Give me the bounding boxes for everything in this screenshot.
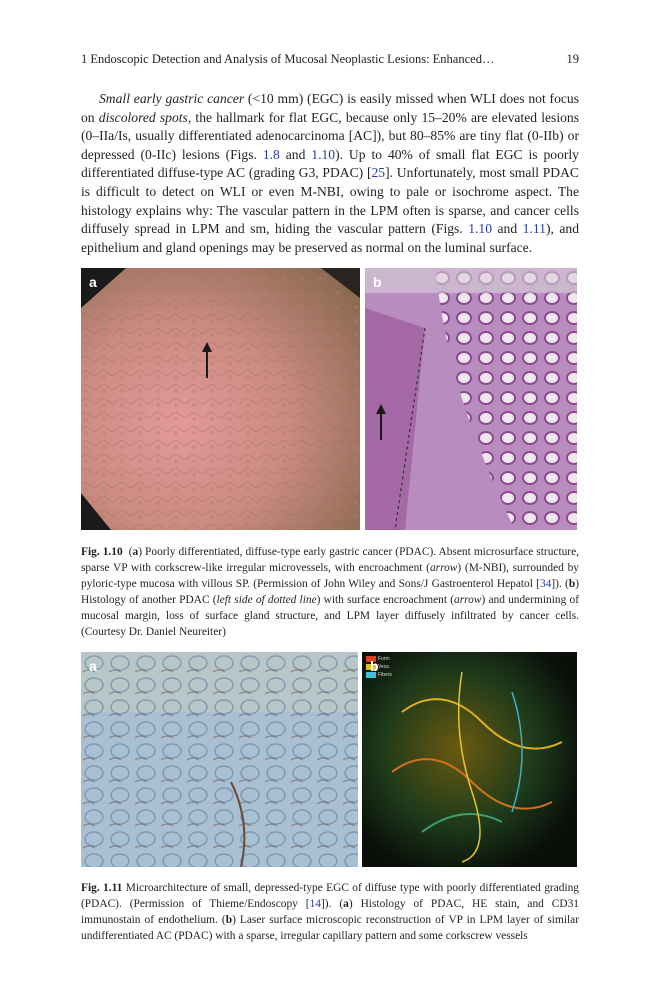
citation-link-14[interactable]: 14 <box>309 898 321 910</box>
fig-link-1-8[interactable]: 1.8 <box>262 146 280 162</box>
immunostain-image <box>81 652 358 867</box>
panel-label-b: b <box>370 658 379 674</box>
fig-1-10-caption: Fig. 1.10 (a) Poorly differentiated, diffuse-type early gastric cancer (PDAC). Absent microsurface structure, sparse VP with corkscrew-like irregular microvessels, with encroachment (arrow) (M-NBI), surrounded by pyloric-type mucosa with villous SP. (Permission of John Wiley and Sons/J Gastroenterol Hepatol [34]). (b) Histology of another PDAC (left side of dotted line) with surface encroachment (arrow) and undermining of mucosal margin, loss of surface gland structure, and LPM layer diffusely infiltrated by cancer cells. (Courtesy Dr. Daniel Neureiter) <box>81 546 579 638</box>
citation-link-25[interactable]: 25 <box>371 165 386 181</box>
color-legend: Form Vess. Fibers <box>378 656 392 678</box>
fig-label: Fig. 1.11 <box>81 882 123 894</box>
page-number: 19 <box>566 52 579 66</box>
panel-label-a: a <box>89 274 97 290</box>
fig-1-11-panel-b <box>362 652 577 867</box>
fig-link-1-10-b[interactable]: 1.10 <box>468 221 493 237</box>
lead-phrase: Small early gastric cancer <box>99 91 245 106</box>
histology-image <box>365 268 577 530</box>
panel-label-a: a <box>89 658 97 674</box>
laser-microscopy-image <box>362 652 577 867</box>
fig-1-11-caption: Fig. 1.11 Microarchitecture of small, depressed-type EGC of diffuse type with poorly differentiated grading (PDAC). (Permission of Thieme/Endoscopy [14]). (a) Histology of PDAC, HE stain, and CD31 immunostain of endothelium. (b) Laser surface microscopic reconstruction of VP in LPM layer of similar undifferentiated AC (PDAC) with a sparse, irregular capillary pattern and some corkscrew vessels <box>81 882 580 942</box>
fig-label: Fig. 1.10 <box>81 546 123 558</box>
citation-link-34[interactable]: 34 <box>539 578 552 590</box>
fig-1-10-panel-a <box>81 268 360 530</box>
fig-link-1-11[interactable]: 1.11 <box>522 221 546 237</box>
chapter-title: 1 Endoscopic Detection and Analysis of Mucosal Neoplastic Lesions: Enhanced… <box>81 52 495 66</box>
fig-link-1-10[interactable]: 1.10 <box>311 146 336 162</box>
endoscopy-image <box>81 268 360 530</box>
body-paragraph: Small early gastric cancer (<10 mm) (EGC) is easily missed when WLI does not focus on discolored spots, the hallmark for flat EGC, because only 15–20% are elevated lesions (0–IIa/Is, usually differentiated adenocarcinoma [AC]), but 80–85% are tiny flat (0-IIb) or depressed (0-IIc) lesions (Figs. 1.8 and 1.10). Up to 40% of small flat EGC is poorly differentiated diffuse-type AC (grading G3, PDAC) [25]. Unfortunately, most small PDAC is difficult to detect on WLI or even M-NBI, owing to pale or isochrome aspect. The histology explains why: The vascular pattern in the LPM often is sparse, and cancer cells diffusely spread in LPM and sm, hiding the vascular pattern (Figs. 1.10 and 1.11), and epithelium and gland openings may be preserved as normal on the luminal surface. <box>81 91 580 255</box>
fig-1-11-panel-a <box>81 652 358 867</box>
fig-1-10-panel-b <box>365 268 577 530</box>
panel-label-b: b <box>373 274 382 290</box>
